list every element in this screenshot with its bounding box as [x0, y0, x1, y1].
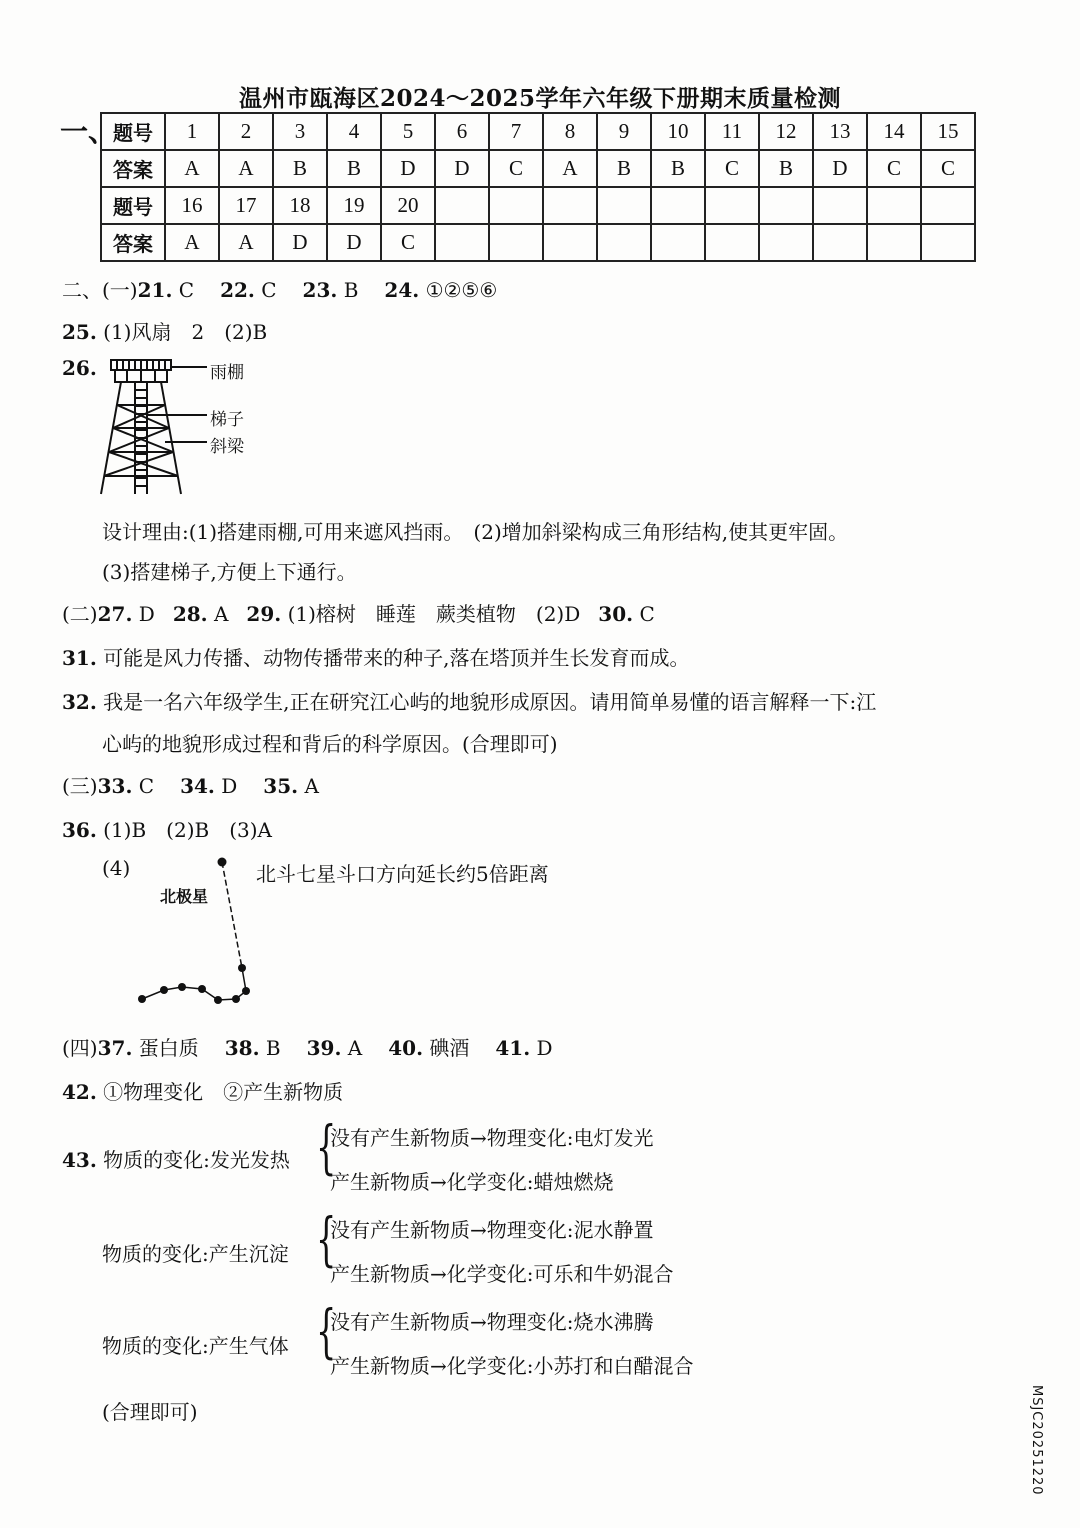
table-cell: B [651, 150, 705, 187]
big-dipper-diagram [130, 852, 260, 1007]
table-cell [597, 224, 651, 261]
answer-line-21-24 [62, 274, 497, 303]
question-number: 21. [137, 278, 173, 302]
question-number: 35. [263, 774, 299, 798]
section-label: 二、(一) [62, 278, 138, 302]
table-cell [759, 224, 813, 261]
answer-value: D [221, 774, 238, 798]
table-cell: D [327, 224, 381, 261]
design-reason-line-2: (3)搭建梯子,方便上下通行。 [102, 560, 357, 584]
question-number: 22. [220, 278, 255, 302]
table-cell [597, 187, 651, 224]
section-label: (二) [62, 602, 98, 626]
table-cell [489, 224, 543, 261]
table-cell [651, 187, 705, 224]
table-cell: 7 [489, 113, 543, 150]
table-cell: 20 [381, 187, 435, 224]
table-cell: D [435, 150, 489, 187]
table-cell: 3 [273, 113, 327, 150]
question-number: 31. [62, 646, 97, 670]
q43-group-3-bottom: 产生新物质→化学变化:小苏打和白醋混合 [330, 1354, 694, 1378]
table-cell: A [165, 150, 219, 187]
answer-line-37-41 [62, 1032, 553, 1061]
brace-symbol: { [316, 1297, 337, 1365]
answer-line-36 [62, 814, 272, 843]
table-cell: C [489, 150, 543, 187]
table-cell [813, 224, 867, 261]
table-cell: 8 [543, 113, 597, 150]
table-cell: A [543, 150, 597, 187]
table-cell: 2 [219, 113, 273, 150]
page-title: 温州市瓯海区2024～2025学年六年级下册期末质量检测 [238, 85, 842, 112]
table-cell: A [219, 150, 273, 187]
table-cell: 12 [759, 113, 813, 150]
answer-value: C [261, 278, 277, 302]
table-cell: C [921, 150, 975, 187]
table-cell: 17 [219, 187, 273, 224]
table-cell [543, 224, 597, 261]
table-cell [813, 187, 867, 224]
table-cell: 19 [327, 187, 381, 224]
answer-36-part4: (4) [102, 856, 131, 880]
label-beam: 斜梁 [210, 437, 244, 457]
question-number: 39. [306, 1036, 342, 1060]
answer-line-33-35 [62, 770, 319, 799]
brace-symbol: { [316, 1205, 337, 1273]
table-cell [435, 224, 489, 261]
question-number: 27. [97, 602, 133, 626]
table-cell [651, 224, 705, 261]
table-row-a1 [101, 150, 975, 187]
table-cell: B [597, 150, 651, 187]
answer-value: C [138, 774, 155, 798]
big-dipper-note: 北斗七星斗口方向延长约5倍距离 [256, 862, 549, 886]
table-cell: 4 [327, 113, 381, 150]
question-number: 43. [62, 1148, 97, 1172]
side-code: MSJC20251220 [1029, 1385, 1044, 1496]
q43-group-1-bottom: 产生新物质→化学变化:蜡烛燃烧 [330, 1170, 614, 1194]
table-cell [435, 187, 489, 224]
table-cell [705, 187, 759, 224]
table-cell: 6 [435, 113, 489, 150]
question-number: 38. [224, 1036, 260, 1060]
table-cell: 10 [651, 113, 705, 150]
answer-value: A [347, 1036, 363, 1060]
q43-group-2-bottom: 产生新物质→化学变化:可乐和牛奶混合 [330, 1262, 674, 1286]
question-number: 34. [180, 774, 215, 798]
table-cell: 14 [867, 113, 921, 150]
answer-line-42 [62, 1076, 343, 1105]
question-number: 41. [495, 1036, 531, 1060]
answer-value: (1)榕树 睡莲 蕨类植物 (2)D [287, 602, 581, 626]
q43-group-3-top: 没有产生新物质→物理变化:烧水沸腾 [330, 1310, 654, 1334]
question-number: 29. [246, 602, 282, 626]
design-reason-line-1: 设计理由:(1)搭建雨棚,可用来遮风挡雨。 (2)增加斜梁构成三角形结构,使其更牢固。 [102, 520, 849, 544]
table-cell: 13 [813, 113, 867, 150]
section-label: (三) [62, 774, 98, 798]
table-cell [921, 224, 975, 261]
table-head-answer: 答案 [101, 150, 165, 187]
answer-value: A [213, 602, 229, 626]
label-polaris: 北极星 [160, 887, 209, 906]
question-number: 36. [62, 818, 97, 842]
table-cell: C [381, 224, 435, 261]
table-cell: A [219, 224, 273, 261]
answer-value: ①物理变化 ②产生新物质 [103, 1080, 344, 1104]
table-row-q2 [101, 187, 975, 224]
table-row-a2 [101, 224, 975, 261]
question-number-26: 26. [62, 356, 97, 380]
table-cell: C [705, 150, 759, 187]
question-number: 30. [598, 602, 634, 626]
q43-group-3-lead: 物质的变化:产生气体 [102, 1334, 289, 1358]
answer-value: B [265, 1036, 281, 1060]
answer-value: (1)B (2)B (3)A [103, 818, 272, 842]
table-cell: A [165, 224, 219, 261]
answer-line-27-30 [62, 598, 655, 627]
q43-note: (合理即可) [102, 1400, 198, 1424]
answer-line-32b: 心屿的地貌形成过程和背后的科学原因。(合理即可) [102, 732, 558, 756]
answer-value: C [178, 278, 195, 302]
table-cell: 5 [381, 113, 435, 150]
table-cell: D [813, 150, 867, 187]
answer-line-32a [62, 686, 876, 715]
answer-table [100, 112, 976, 262]
answer-value: B [343, 278, 359, 302]
table-cell [921, 187, 975, 224]
question-number: 32. [62, 690, 97, 714]
q43-group-1-top: 没有产生新物质→物理变化:电灯发光 [330, 1126, 654, 1150]
table-cell [705, 224, 759, 261]
table-cell: D [273, 224, 327, 261]
answer-value: C [639, 602, 655, 626]
table-row-q1 [101, 113, 975, 150]
q43-group-2-top: 没有产生新物质→物理变化:泥水静置 [330, 1218, 654, 1242]
table-cell: C [867, 150, 921, 187]
question-number: 40. [388, 1036, 424, 1060]
answer-value: A [304, 774, 319, 798]
table-cell [759, 187, 813, 224]
answer-value: D [138, 602, 155, 626]
answer-value: 可能是风力传播、动物传播带来的种子,落在塔顶并生长发育而成。 [103, 646, 690, 670]
table-cell: 11 [705, 113, 759, 150]
label-ladder: 梯子 [210, 410, 244, 430]
table-cell: 16 [165, 187, 219, 224]
table-cell: B [273, 150, 327, 187]
question-number: 33. [97, 774, 133, 798]
table-head-answer: 答案 [101, 224, 165, 261]
table-cell [543, 187, 597, 224]
answer-value: 碘酒 [429, 1036, 470, 1060]
question-number: 37. [97, 1036, 133, 1060]
section-label: (四) [62, 1036, 98, 1060]
question-number: 42. [62, 1080, 97, 1104]
table-cell [867, 187, 921, 224]
table-cell: D [381, 150, 435, 187]
q43-group-1-lead: 43. 物质的变化:发光发热 [62, 1148, 290, 1172]
answer-line-25 [62, 316, 267, 345]
q43-group-2-lead: 物质的变化:产生沉淀 [102, 1242, 289, 1266]
table-head-question: 题号 [101, 113, 165, 150]
question-number: 23. [302, 278, 338, 302]
answer-line-31 [62, 642, 690, 671]
answer-value: ①②⑤⑥ [425, 278, 498, 302]
question-number: 24. [384, 278, 420, 302]
label-rain-shed: 雨棚 [210, 363, 244, 383]
section-one-label: 一、 [60, 115, 117, 148]
table-cell: 18 [273, 187, 327, 224]
table-cell [867, 224, 921, 261]
question-number: 25. [62, 320, 97, 344]
polaris-star [218, 858, 227, 867]
table-cell: 1 [165, 113, 219, 150]
answer-value: 我是一名六年级学生,正在研究江心屿的地貌形成原因。请用简单易懂的语言解释一下:江 [103, 690, 877, 714]
table-cell [489, 187, 543, 224]
brace-symbol: { [316, 1113, 337, 1181]
table-cell: B [327, 150, 381, 187]
question-number: 28. [172, 602, 208, 626]
answer-value: D [536, 1036, 553, 1060]
table-cell: 15 [921, 113, 975, 150]
answer-value: (1)风扇 2 (2)B [103, 320, 268, 344]
table-cell: 9 [597, 113, 651, 150]
table-cell: B [759, 150, 813, 187]
answer-value: 蛋白质 [138, 1036, 199, 1060]
table-head-question: 题号 [101, 187, 165, 224]
